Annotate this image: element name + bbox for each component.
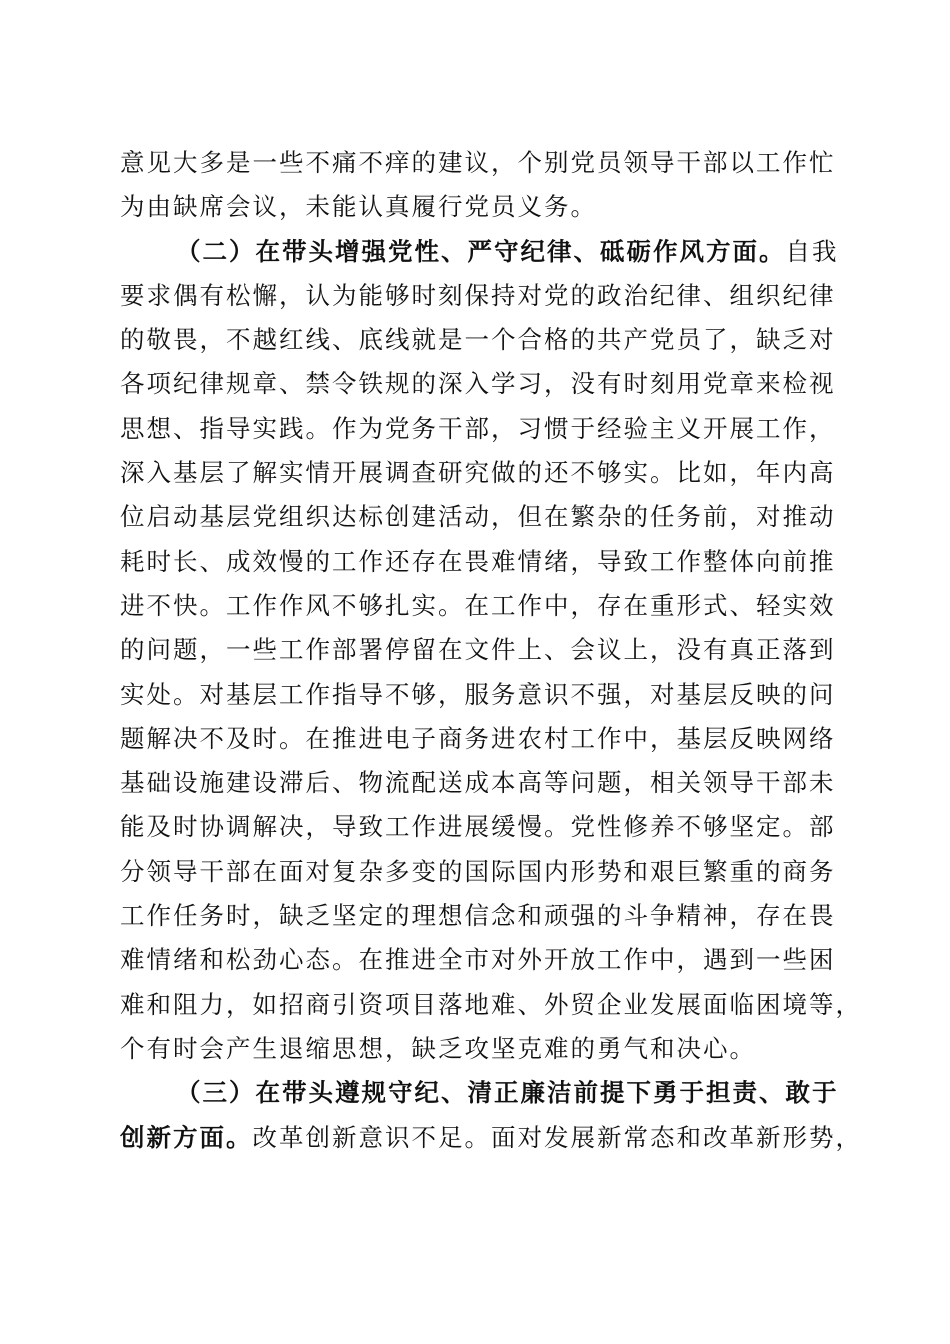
text-line xyxy=(120,673,836,717)
text-line xyxy=(120,628,836,672)
text-line xyxy=(120,451,836,495)
section-heading-line xyxy=(120,230,839,274)
text-line xyxy=(120,584,836,628)
text-line xyxy=(120,761,836,805)
body-text: 位启动基层党组织达标创建活动，但在繁杂的任务前，对推动 xyxy=(120,502,836,532)
body-text: 难情绪和松劲心态。在推进全市对外开放工作中，遇到一些困 xyxy=(120,945,836,975)
text-line xyxy=(120,274,836,318)
body-text: 实处。对基层工作指导不够，服务意识不强，对基层反映的问 xyxy=(120,679,836,709)
body-text: 的敬畏，不越红线、底线就是一个合格的共产党员了，缺乏对 xyxy=(120,325,836,355)
body-text: 深入基层了解实情开展调查研究做的还不够实。比如，年内高 xyxy=(120,458,836,488)
document-body xyxy=(120,141,862,1160)
text-line xyxy=(120,1116,862,1160)
text-line xyxy=(120,938,836,982)
text-line xyxy=(120,318,836,362)
body-text: 意见大多是一些不痛不痒的建议，个别党员领导干部以工作忙 xyxy=(120,148,836,177)
text-line xyxy=(120,1027,824,1071)
body-text: 的问题，一些工作部署停留在文件上、会议上，没有真正落到 xyxy=(120,635,836,665)
body-text: 进不快。工作作风不够扎实。在工作中，存在重形式、轻实效 xyxy=(120,590,836,620)
body-text: 要求偶有松懈，认为能够时刻保持对党的政治纪律、组织纪律 xyxy=(120,280,836,310)
body-text: 自我 xyxy=(785,236,839,266)
body-text: 为由缺席会议，未能认真履行党员义务。 xyxy=(120,192,597,222)
body-text: 工作任务时，缺乏坚定的理想信念和顽强的斗争精神，存在畏 xyxy=(120,901,836,931)
text-line xyxy=(120,362,836,406)
text-line xyxy=(120,717,836,761)
text-line xyxy=(120,407,836,451)
text-line xyxy=(120,850,836,894)
body-text: 耗时长、成效慢的工作还存在畏难情绪，导致工作整体向前推 xyxy=(120,546,836,576)
text-line xyxy=(120,540,836,584)
body-text: 基础设施建设滞后、物流配送成本高等问题，相关领导干部未 xyxy=(120,768,836,798)
body-text: 思想、指导实践。作为党务干部，习惯于经验主义开展工作， xyxy=(120,413,836,443)
section-heading: （三）在带头遵规守纪、清正廉洁前提下勇于担责、敢于 xyxy=(176,1078,839,1108)
text-line xyxy=(120,983,862,1027)
body-text: 能及时协调解决，导致工作进展缓慢。党性修养不够坚定。部 xyxy=(120,812,836,842)
text-line xyxy=(120,894,836,938)
body-text: 分领导干部在面对复杂多变的国际国内形势和艰巨繁重的商务 xyxy=(120,856,836,886)
text-line xyxy=(120,141,836,185)
body-text: 难和阻力，如招商引资项目落地难、外贸企业发展面临困境等， xyxy=(120,989,862,1019)
text-line xyxy=(120,185,824,229)
text-line xyxy=(120,805,836,849)
body-text: 各项纪律规章、禁令铁规的深入学习，没有时刻用党章来检视 xyxy=(120,369,836,399)
body-text: 改革创新意识不足。面对发展新常态和改革新形势， xyxy=(252,1122,862,1152)
section-heading: 创新方面。 xyxy=(120,1122,253,1152)
body-text: 题解决不及时。在推进电子商务进农村工作中，基层反映网络 xyxy=(120,723,836,753)
text-line xyxy=(120,495,836,539)
section-heading: （二）在带头增强党性、严守纪律、砥砺作风方面。 xyxy=(176,236,786,266)
section-heading-line xyxy=(120,1071,839,1115)
body-text: 个有时会产生退缩思想，缺乏攻坚克难的勇气和决心。 xyxy=(120,1033,756,1063)
